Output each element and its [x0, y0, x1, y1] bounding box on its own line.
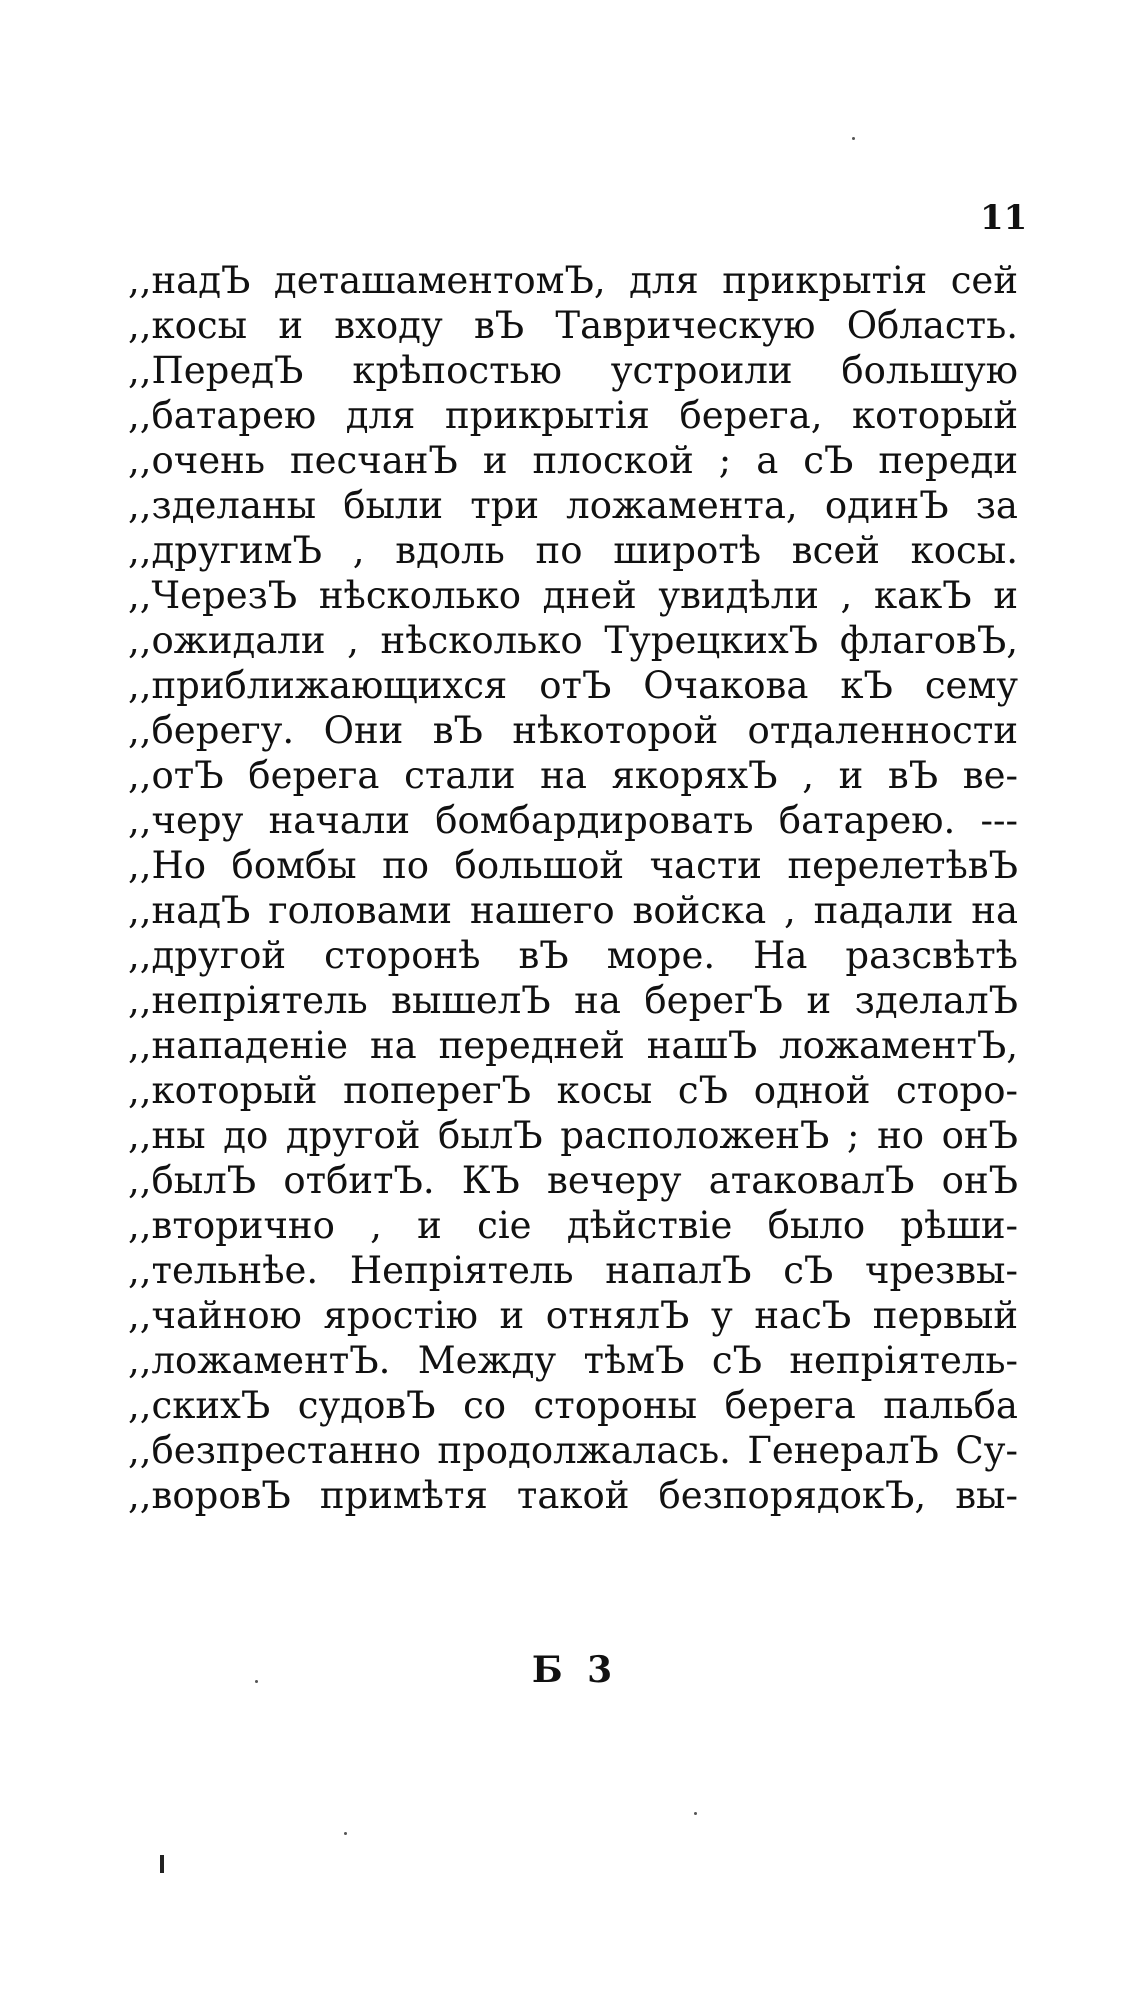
text-line: ,,отЪ берега стали на якоряхЪ , и вЪ ве- — [128, 754, 1018, 797]
text-line: ,,непріятель вышелЪ на берегЪ и зделалЪ — [128, 979, 1018, 1022]
body-text — [128, 258, 1018, 1518]
text-line: ,,черу начали бомбардировать батарею. --- — [128, 799, 1018, 842]
speck — [852, 137, 855, 140]
text-line: ,,зделаны были три ложамента, одинЪ за — [128, 484, 1018, 527]
text-line: ,,скихЪ судовЪ со стороны берега пальба — [128, 1384, 1018, 1427]
text-line: ,,былЪ отбитЪ. КЪ вечеру атаковалЪ онЪ — [128, 1159, 1018, 1202]
speck — [255, 1680, 258, 1683]
margin-mark — [160, 1855, 164, 1873]
text-line: ,,ложаментЪ. Между тѣмЪ сЪ непріятель- — [128, 1339, 1018, 1382]
text-line: ,,приближающихся отЪ Очакова кЪ сему — [128, 664, 1018, 707]
text-line: ,,чайною яростію и отнялЪ у насЪ первый — [128, 1294, 1018, 1337]
text-line: ,,косы и входу вЪ Таврическую Область. — [128, 304, 1018, 347]
text-line: ,,нападеніе на передней нашЪ ложаментЪ, — [128, 1024, 1018, 1067]
page-number: 11 — [980, 198, 1028, 238]
speck — [694, 1812, 697, 1815]
text-line: ,,вторично , и сіе дѣйствіе было рѣши- — [128, 1204, 1018, 1247]
text-line: ,,ны до другой былЪ расположенЪ ; но онЪ — [128, 1114, 1018, 1157]
text-line: ,,ПередЪ крѣпостью устроили большую — [128, 349, 1018, 392]
text-line: ,,другой сторонѣ вЪ море. На разсвѣтѣ — [128, 934, 1018, 977]
text-line: ,,который поперегЪ косы сЪ одной сторо- — [128, 1069, 1018, 1112]
text-line: ,,очень песчанЪ и плоской ; а сЪ переди — [128, 439, 1018, 482]
text-line: ,,надЪ деташаментомЪ, для прикрытія сей — [128, 259, 1018, 302]
text-line: ,,тельнѣе. Непріятель напалЪ сЪ чрезвы- — [128, 1249, 1018, 1292]
text-line: ,,ЧерезЪ нѣсколько дней увидѣли , какЪ и — [128, 574, 1018, 617]
speck — [344, 1832, 347, 1835]
text-line: ,,Но бомбы по большой части перелетѣвЪ — [128, 844, 1018, 887]
text-line: ,,безпрестанно продолжалась. ГенералЪ Су- — [128, 1429, 1018, 1472]
text-line: ,,ожидали , нѣсколько ТурецкихЪ флаговЪ, — [128, 619, 1018, 662]
signature-mark: Б 3 — [531, 1649, 619, 1691]
text-line: ,,воровЪ примѣтя такой безпорядокЪ, вы- — [128, 1474, 1018, 1517]
text-line: ,,другимЪ , вдоль по широтѣ всей косы. — [128, 529, 1018, 572]
text-line: ,,берегу. Они вЪ нѣкоторой отдаленности — [128, 709, 1018, 752]
text-line: ,,надЪ головами нашего войска , падали на — [128, 889, 1018, 932]
text-line: ,,батарею для прикрытія берега, который — [128, 394, 1018, 437]
